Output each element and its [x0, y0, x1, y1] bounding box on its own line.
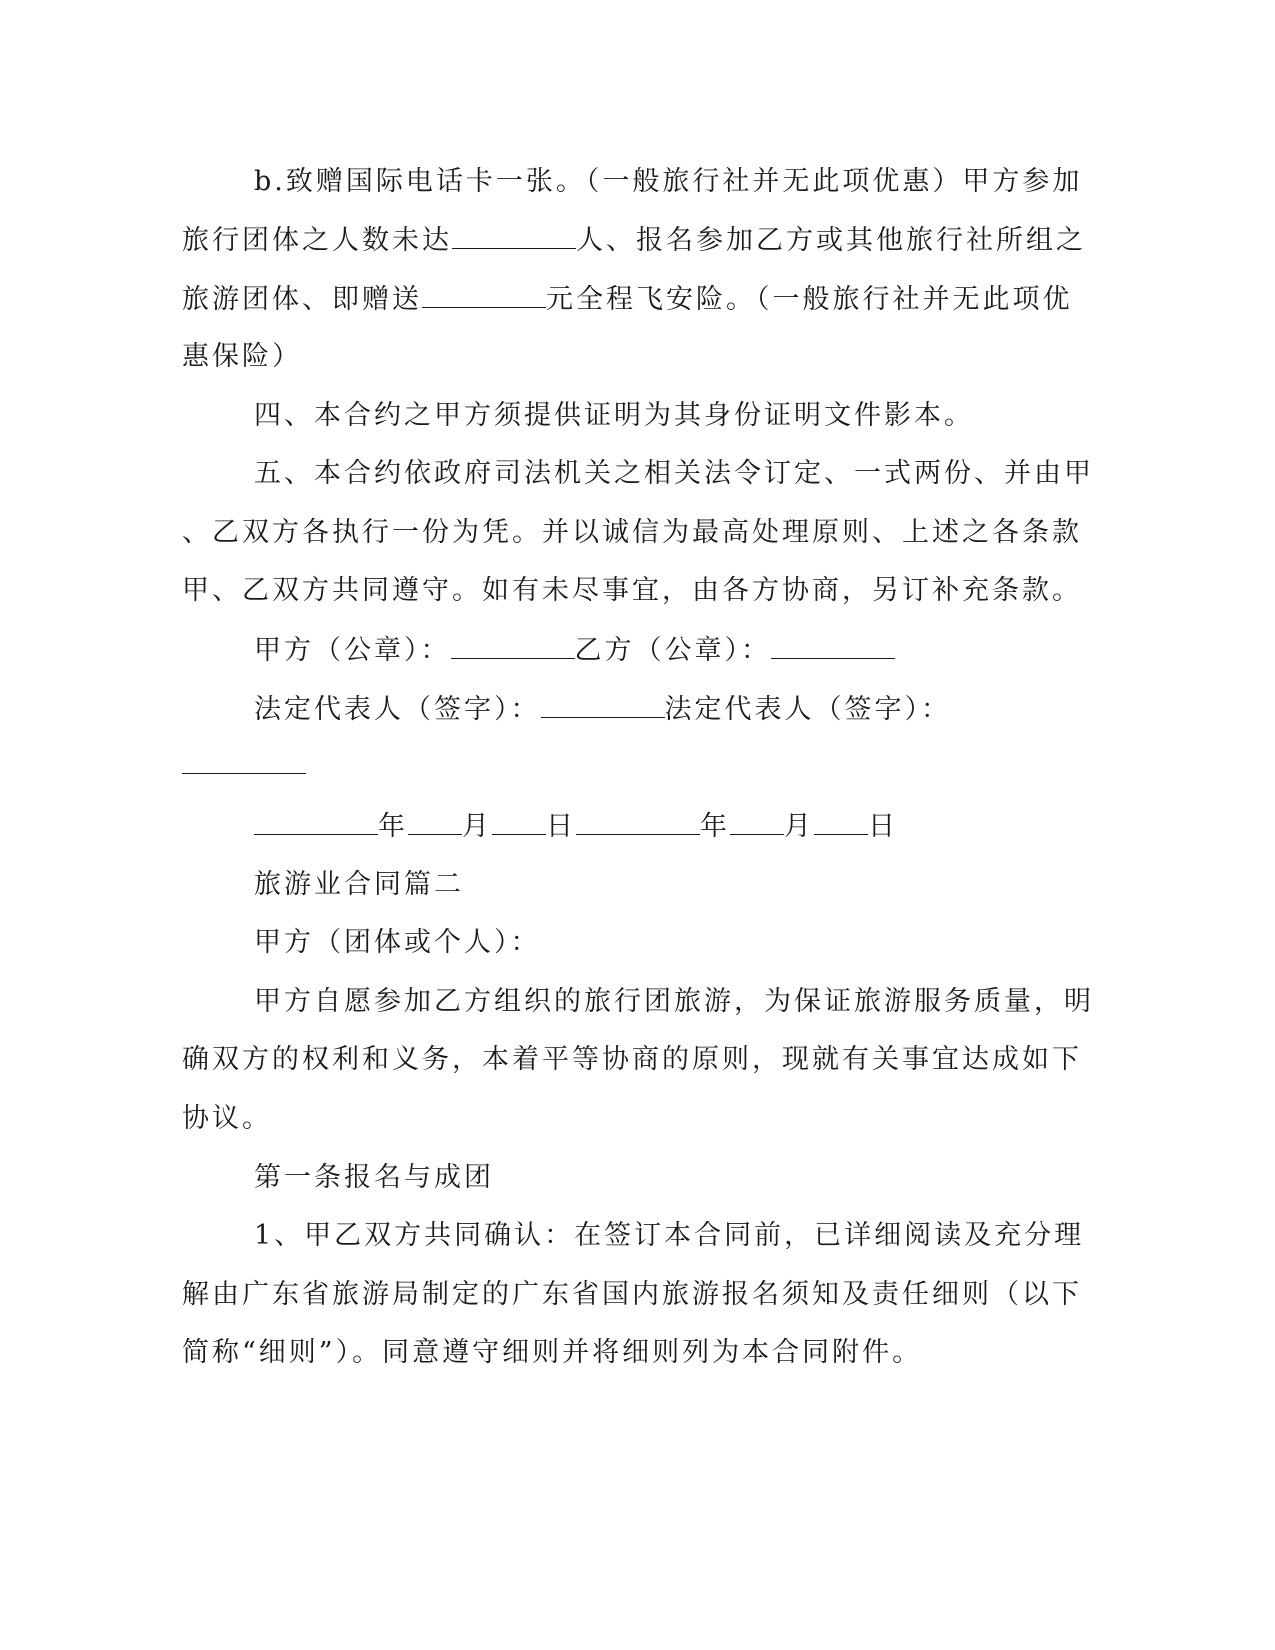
article-1-item-1-line-3: 简称“细则”）。同意遵守细则并将细则列为本合同附件。 — [182, 1337, 923, 1368]
date-a-month-blank[interactable] — [408, 806, 462, 835]
date-a-month-label: 月 — [462, 811, 492, 842]
date-a-day-blank[interactable] — [492, 806, 546, 835]
article-1-item-1-line-1: 1、甲乙双方共同确认：在签订本合同前，已详细阅读及充分理 — [254, 1220, 1085, 1251]
rep-a-label: 法定代表人（签字）： — [254, 694, 541, 725]
para-b-line-3-text-b: 元全程飞安险。（一般旅行社并无此项优 — [546, 284, 1073, 315]
para-b-line-2 — [182, 220, 1086, 261]
party-b-seal-label: 乙方（公章）： — [574, 635, 771, 666]
date-b-day-label: 日 — [868, 811, 898, 842]
rep-b-label: 法定代表人（签字）： — [664, 694, 951, 725]
party-b-seal-blank[interactable] — [771, 630, 895, 659]
insurance-amount-blank[interactable] — [422, 279, 546, 308]
clause-4: 四、本合约之甲方须提供证明为其身份证明文件影本。 — [254, 400, 974, 431]
date-b-day-blank[interactable] — [814, 806, 868, 835]
intro-line-3: 协议。 — [182, 1103, 272, 1134]
clause-5-line-1: 五、本合约依政府司法机关之相关法令订定、一式两份、并由甲 — [254, 458, 1094, 489]
party-a-seal-label: 甲方（公章）： — [254, 635, 451, 666]
intro-line-2: 确双方的权利和义务，本着平等协商的原则，现就有关事宜达成如下 — [182, 1044, 1082, 1075]
intro-line-1: 甲方自愿参加乙方组织的旅行团旅游，为保证旅游服务质量，明 — [254, 986, 1094, 1017]
rep-b-signature-line — [182, 745, 306, 786]
para-b-line-3 — [182, 279, 1073, 320]
para-b-line-2-text-a: 旅行团体之人数未达 — [182, 225, 452, 256]
clause-5-line-3: 甲、乙双方共同遵守。如有未尽事宜，由各方协商，另订补充条款。 — [182, 575, 1082, 606]
date-a-year-blank[interactable] — [254, 806, 378, 835]
seal-line — [254, 630, 895, 671]
representative-line — [254, 689, 951, 730]
rep-b-signature-blank[interactable] — [182, 745, 306, 774]
date-b-month-blank[interactable] — [730, 806, 784, 835]
party-a-label: 甲方（团体或个人）： — [254, 927, 541, 958]
clause-5-line-2: 、乙双方各执行一份为凭。并以诚信为最高处理原则、上述之各条款 — [182, 517, 1082, 548]
date-b-year-label: 年 — [700, 811, 730, 842]
para-b-line-2-text-b: 人、报名参加乙方或其他旅行社所组之 — [576, 225, 1086, 256]
article-1-item-1-line-2: 解由广东省旅游局制定的广东省国内旅游报名须知及责任细则（以下 — [182, 1279, 1082, 1310]
party-a-seal-blank[interactable] — [451, 630, 575, 659]
article-1-title: 第一条报名与成团 — [254, 1162, 494, 1193]
date-b-month-label: 月 — [784, 811, 814, 842]
date-a-day-label: 日 — [546, 811, 576, 842]
para-b-line-3-text-a: 旅游团体、即赠送 — [182, 284, 422, 315]
para-b-line-4: 惠保险） — [182, 341, 302, 372]
date-line — [254, 806, 898, 847]
section-title: 旅游业合同篇二 — [254, 869, 464, 900]
para-b-line-1: b.致赠国际电话卡一张。（一般旅行社并无此项优惠）甲方参加 — [254, 166, 1083, 197]
date-a-year-label: 年 — [378, 811, 408, 842]
date-b-year-blank[interactable] — [576, 806, 700, 835]
rep-a-signature-blank[interactable] — [541, 689, 665, 718]
participant-count-blank[interactable] — [452, 220, 576, 249]
